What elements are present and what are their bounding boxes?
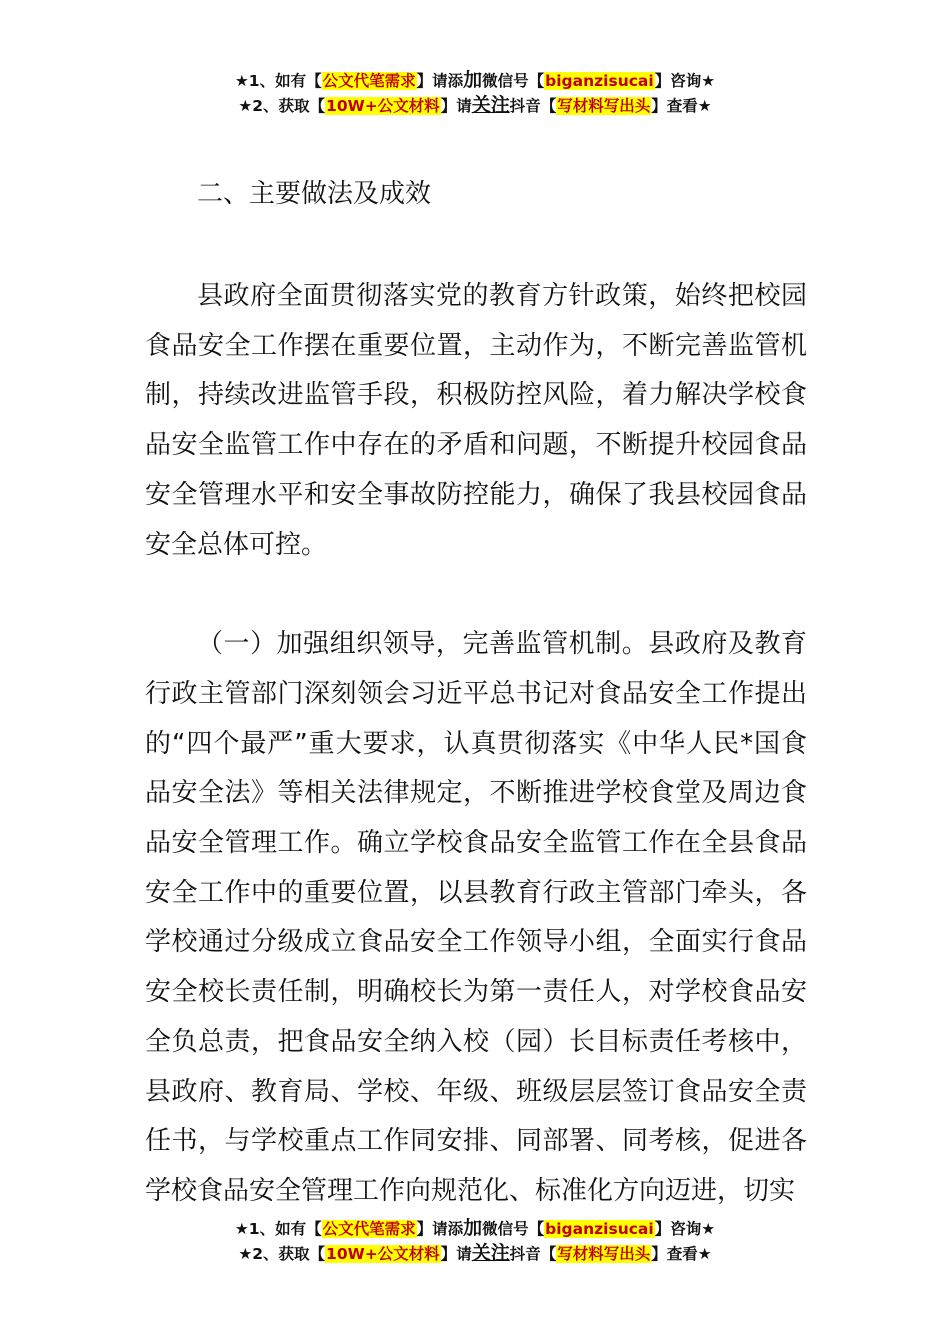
banner-emphasis: 关注 bbox=[471, 1242, 510, 1264]
wechat-id-highlight: biganzisucai bbox=[545, 1220, 654, 1238]
materials-highlight: 10W+公文材料 bbox=[326, 97, 440, 115]
banner-prefix: ★2、获取【 bbox=[238, 97, 326, 115]
banner-suffix: 】查看★ bbox=[651, 97, 712, 115]
banner-text: 】请 bbox=[440, 97, 472, 115]
footer-banner bbox=[0, 1216, 950, 1266]
wechat-id-highlight: biganzisucai bbox=[545, 72, 654, 90]
banner-line-2 bbox=[0, 1241, 950, 1266]
service-highlight: 公文代笔需求 bbox=[322, 72, 416, 90]
banner-line-2 bbox=[0, 93, 950, 118]
paragraph-intro: 县政府全面贯彻落实党的教育方针政策，始终把校园食品安全工作摆在重要位置，主动作为，不断完善监管机制，持续改进监管手段，积极防控风险，着力解决学校食品安全监管工作中存在的矛盾和问题，不断提升校园食品安全管理水平和安全事故防控能力，确保了我县校园食品安全总体可控。 bbox=[145, 281, 807, 560]
banner-suffix: 】查看★ bbox=[651, 1245, 712, 1263]
banner-text: 】请添 bbox=[416, 1220, 464, 1238]
banner-text: 抖音【 bbox=[509, 1245, 557, 1263]
banner-prefix: ★2、获取【 bbox=[238, 1245, 326, 1263]
banner-suffix: 】咨询★ bbox=[654, 1220, 716, 1238]
banner-emphasis: 加 bbox=[463, 1217, 483, 1239]
douyin-account-highlight: 写材料写出头 bbox=[557, 97, 651, 115]
banner-prefix: ★1、如有【 bbox=[234, 1220, 322, 1238]
materials-highlight: 10W+公文材料 bbox=[326, 1245, 440, 1263]
banner-text: 抖音【 bbox=[509, 97, 557, 115]
document-body bbox=[145, 170, 807, 1217]
banner-text: 微信号【 bbox=[482, 72, 545, 90]
banner-text: 】请添 bbox=[416, 72, 464, 90]
paragraph-organization-leadership: （一）加强组织领导，完善监管机制。县政府及教育行政主管部门深刻领会习近平总书记对食品安全工作提出的“四个最严”重大要求，认真贯彻落实《中华人民*国食品安全法》等相关法律规定，不断推进学校食堂及周边食品安全管理工作。确立学校食品安全监管工作在全县食品安全工作中的重要位置，以县教育行政主管部门牵头，各学校通过分级成立食品安全工作领导小组，全面实行食品安全校长责任制，明确校长为第一责任人，对学校食品安全负总责，把食品安全纳入校（园）长目标责任考核中，县政府、教育局、学校、年级、班级层层签订食品安全责任书，与学校重点工作同安排、同部署、同考核，促进各学校食品安全管理工作向规范化、标准化方向迈进，切实 bbox=[145, 629, 807, 1206]
banner-line-1 bbox=[0, 68, 950, 93]
section-heading: 二、主要做法及成效 bbox=[197, 179, 432, 209]
banner-emphasis: 关注 bbox=[471, 94, 510, 116]
douyin-account-highlight: 写材料写出头 bbox=[557, 1245, 651, 1263]
paragraph-spacer bbox=[145, 220, 807, 272]
paragraph-spacer bbox=[145, 570, 807, 620]
banner-text: 微信号【 bbox=[482, 1220, 545, 1238]
banner-prefix: ★1、如有【 bbox=[234, 72, 322, 90]
service-highlight: 公文代笔需求 bbox=[322, 1220, 416, 1238]
banner-text: 】请 bbox=[440, 1245, 472, 1263]
banner-emphasis: 加 bbox=[463, 69, 483, 91]
header-banner bbox=[0, 68, 950, 118]
banner-suffix: 】咨询★ bbox=[654, 72, 716, 90]
banner-line-1 bbox=[0, 1216, 950, 1241]
